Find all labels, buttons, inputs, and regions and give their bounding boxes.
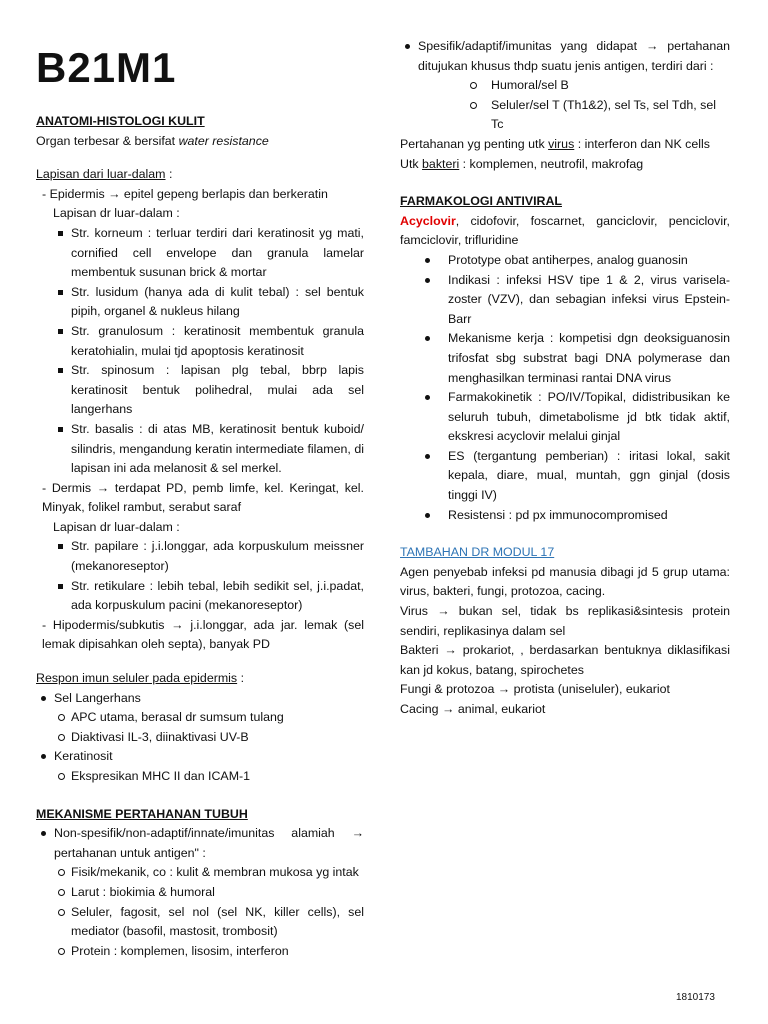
virus-defense-line: Pertahanan yg penting utk virus : interferon dan NK cells <box>400 136 710 151</box>
circle-bullet-icon <box>58 909 65 916</box>
dot-bullet-icon <box>41 696 46 701</box>
list-item: Farmakokinetik : PO/IV/Topikal, didistribusikan ke seluruh tubuh, dimetabolisme jd btk tidak aktif, ekskresi acyclovir melalui ginjal <box>400 388 730 447</box>
farmakologi-heading: FARMAKOLOGI ANTIVIRAL <box>400 194 562 209</box>
bakteri-line: Bakteri → prokariot, , berdasarkan bentuknya diklasifikasi kan jd kokus, batang, spirochetes <box>400 643 730 677</box>
dermis-sublabel: Lapisan dr luar-dalam : <box>53 519 180 534</box>
square-bullet-icon <box>58 584 63 589</box>
list-item: Fisik/mekanik, co : kulit & membran mukosa yg intak <box>36 863 364 883</box>
circle-bullet-icon <box>58 889 65 896</box>
list-item: Humoral/sel B <box>400 76 730 96</box>
respon-heading: Respon imun seluler pada epidermis : <box>36 671 245 686</box>
square-bullet-icon <box>58 368 63 373</box>
list-item: Non-spesifik/non-adaptif/innate/imunitas alamiah → pertahanan untuk antigen" : <box>36 824 364 863</box>
dot-bullet-icon <box>425 454 430 459</box>
list-item: Spesifik/adaptif/imunitas yang didapat → pertahanan ditujukan khusus thdp suatu jenis antigen, terdiri dari : <box>400 37 730 76</box>
list-item: Sel Langerhans <box>36 689 364 709</box>
list-item: Larut : biokimia & humoral <box>36 883 364 903</box>
dermis-line: - Dermis → terdapat PD, pemb limfe, kel. Keringat, kel. Minyak, folikel rambut, serabut saraf <box>42 480 364 515</box>
epidermis-line: - Epidermis → epitel gepeng berlapis dan berkeratin <box>42 186 328 201</box>
list-item: Protein : komplemen, lisosim, interferon <box>36 942 364 962</box>
anatomi-subtitle: Organ terbesar & bersifat water resistance <box>36 133 269 148</box>
square-bullet-icon <box>58 231 63 236</box>
list-item: Seluler/sel T (Th1&2), sel Ts, sel Tdh, sel Tc <box>400 96 730 135</box>
list-item: APC utama, berasal dr sumsum tulang <box>36 708 364 728</box>
list-item: ES (tergantung pemberian) : iritasi lokal, sakit kepala, diare, mual, muntah, ggn ginjal (dosis tinggi IV) <box>400 447 730 506</box>
list-item: Str. korneum : terluar terdiri dari keratinosit yg mati, cornified cell envelope dan granula lamelar membentuk susunan brick & mortar <box>36 224 364 283</box>
square-bullet-icon <box>58 427 63 432</box>
dot-bullet-icon <box>425 336 430 341</box>
left-column <box>36 0 364 961</box>
list-item: Diaktivasi IL-3, diinaktivasi UV-B <box>36 728 364 748</box>
circle-bullet-icon <box>58 773 65 780</box>
cacing-line: Cacing → animal, eukariot <box>400 702 546 716</box>
tambahan-intro: Agen penyebab infeksi pd manusia dibagi jd 5 grup utama: virus, bakteri, fungi, protozoa, cacing. <box>400 564 730 599</box>
square-bullet-icon <box>58 329 63 334</box>
list-item: Prototype obat antiherpes, analog guanosin <box>400 251 730 271</box>
list-item: Str. retikulare : lebih tebal, lebih sedikit sel, j.i.padat, ada korpuskulum pacini (mekanoreseptor) <box>36 577 364 616</box>
circle-bullet-icon <box>58 869 65 876</box>
right-column <box>400 0 730 720</box>
list-item: Str. lusidum (hanya ada di kulit tebal) : sel bentuk pipih, organel & nukleus hilang <box>36 283 364 322</box>
list-item: Keratinosit <box>36 747 364 767</box>
dot-bullet-icon <box>425 395 430 400</box>
fungi-line: Fungi & protozoa → protista (uniseluler), eukariot <box>400 682 670 697</box>
list-item: Str. granulosum : keratinosit membentuk granula keratohialin, mulai tjd apoptosis keratinosit <box>36 322 364 361</box>
circle-bullet-icon <box>470 82 477 89</box>
virus-line: Virus → bukan sel, tidak bs replikasi&sintesis protein sendiri, replikasinya dalam sel <box>400 604 730 638</box>
antiviral-list: Acyclovir, cidofovir, foscarnet, ganciclovir, penciclovir, famciclovir, trifluridine <box>400 213 730 248</box>
list-item: Seluler, fagosit, sel nol (sel NK, killer cells), sel mediator (basofil, mastosit, trombosit) <box>36 903 364 942</box>
list-item: Mekanisme kerja : kompetisi dgn deoksiguanosin trifosfat sbg substrat bagi DNA polymerase dan menghasilkan terminasi rantai DNA virus <box>400 329 730 388</box>
bakteri-defense-line: Utk bakteri : komplemen, neutrofil, makrofag <box>400 156 644 171</box>
square-bullet-icon <box>58 544 63 549</box>
square-bullet-icon <box>58 290 63 295</box>
list-item: Ekspresikan MHC II dan ICAM-1 <box>36 767 364 787</box>
circle-bullet-icon <box>470 102 477 109</box>
dot-bullet-icon <box>425 278 430 283</box>
hipodermis-line: - Hipodermis/subkutis → j.i.longgar, ada jar. lemak (sel lemak dipisahkan oleh septa), banyak PD <box>42 617 364 652</box>
dot-bullet-icon <box>425 258 430 263</box>
dot-bullet-icon <box>41 831 46 836</box>
dot-bullet-icon <box>425 513 430 518</box>
page-footer-id: 1810173 <box>676 992 715 1003</box>
page-title: B21M1 <box>36 44 177 91</box>
mekanisme-heading: MEKANISME PERTAHANAN TUBUH <box>36 806 248 821</box>
epidermis-sublabel: Lapisan dr luar-dalam : <box>53 206 180 221</box>
dot-bullet-icon <box>41 754 46 759</box>
list-item: Str. papilare : j.i.longgar, ada korpuskulum meissner (mekanoreseptor) <box>36 537 364 576</box>
circle-bullet-icon <box>58 734 65 741</box>
list-item: Resistensi : pd px immunocompromised <box>400 506 730 526</box>
lapisan-heading: Lapisan dari luar-dalam : <box>36 167 173 182</box>
list-item: Indikasi : infeksi HSV tipe 1 & 2, virus varisela-zoster (VZV), dan sebagian infeksi virus Epstein-Barr <box>400 271 730 330</box>
circle-bullet-icon <box>58 948 65 955</box>
circle-bullet-icon <box>58 714 65 721</box>
tambahan-heading: TAMBAHAN DR MODUL 17 <box>400 545 555 560</box>
list-item: Str. basalis : di atas MB, keratinosit bentuk kuboid/ silindris, mengandung keratin intermediate filamen, di lapisan ini ada melanosit & sel merkel. <box>36 420 364 479</box>
anatomi-heading: ANATOMI-HISTOLOGI KULIT <box>36 114 205 128</box>
list-item: Str. spinosum : lapisan plg tebal, bbrp lapis keratinosit bentuk polihedral, mulai ada sel langerhans <box>36 361 364 420</box>
dot-bullet-icon <box>405 44 410 49</box>
